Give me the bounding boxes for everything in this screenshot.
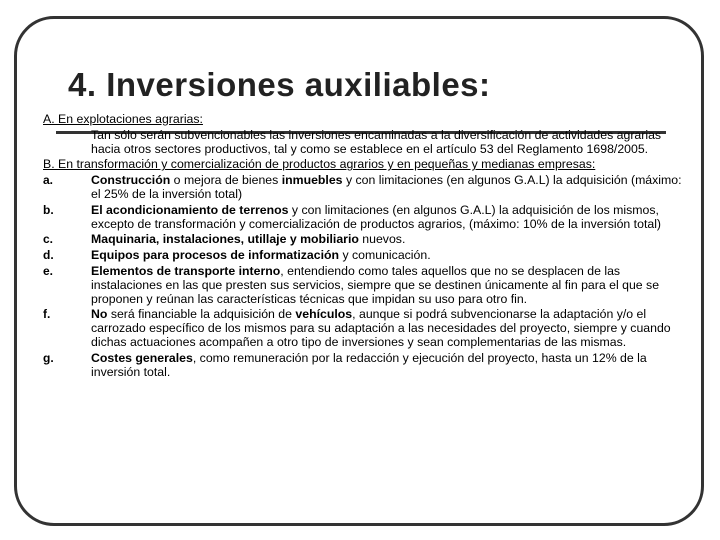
list-item	[43, 233, 683, 247]
section-b-heading: B. En transformación y comercialización de productos agrarios y en pequeñas y medianas empresas:	[43, 157, 596, 172]
slide-content	[43, 113, 683, 381]
item-text	[91, 233, 683, 247]
list-item	[43, 265, 683, 306]
item-letter: a.	[43, 173, 54, 188]
section-a-text: Tan sólo serán subvencionables las inversiones encaminadas a la diversificación de actividades agrarias hacia otros sectores productivos, tal y como se establece en el artículo 53 del Reglamento 1698/2005.	[91, 127, 662, 156]
item-text-bold: Equipos para procesos de informatización	[91, 248, 340, 263]
slide-title: 4. Inversiones auxiliables:	[68, 66, 491, 103]
section-a-heading: A. En explotaciones agrarias:	[43, 112, 203, 126]
item-text-segment: será financiable la adquisición de	[107, 307, 296, 322]
list-item	[43, 174, 683, 202]
item-text-segment: nuevos.	[358, 232, 406, 247]
item-text-bold: Elementos de transporte interno	[91, 263, 281, 278]
item-text-bold: El acondicionamiento de terrenos	[91, 202, 289, 217]
item-text	[91, 265, 683, 306]
item-text	[91, 249, 683, 263]
investment-list	[43, 174, 683, 379]
item-letter: f.	[43, 307, 51, 322]
item-text-segment: y con limitaciones (en algunos G.A.L) la adquisición de los mismos, excepto de transformación y comercialización de productos agrarios, (máximo: 10% de la inversión total)	[91, 202, 662, 231]
item-text	[91, 174, 683, 202]
item-text-bold: No	[91, 307, 108, 322]
item-letter: c.	[43, 232, 54, 247]
item-letter: b.	[43, 202, 54, 217]
item-text-bold: Maquinaria, instalaciones, utillaje y mobiliario	[91, 232, 359, 247]
item-text-segment: y con limitaciones (en algunos G.A.L) la adquisición (máximo: el 25% de la inversión total)	[91, 173, 682, 201]
item-text	[91, 308, 683, 349]
list-item	[43, 352, 683, 380]
list-item	[43, 308, 683, 349]
item-text-segment: , como remuneración por la redacción y ejecución del proyecto, hasta un 12% de la inversión total.	[91, 350, 647, 379]
item-text-bold: Construcción	[91, 173, 171, 188]
item-text	[91, 204, 683, 232]
item-text	[91, 352, 683, 380]
item-text-bold: vehículos	[295, 307, 353, 322]
item-text-segment: o mejora de bienes	[170, 173, 282, 188]
item-letter: g.	[43, 350, 54, 365]
item-letter: e.	[43, 263, 54, 278]
list-item	[43, 204, 683, 232]
item-text-bold: inmuebles	[281, 173, 343, 188]
item-text-segment: y comunicación.	[339, 248, 431, 263]
item-text-bold: Costes generales	[91, 350, 193, 365]
list-item	[43, 249, 683, 263]
item-text-segment: , entendiendo como tales aquellos que no se desplacen de las instalaciones en las que presten sus servicios, siempre que se destinen únicamente al fin para el que se proponen y reúnan las características técnicas que impidan su uso para otro fin.	[91, 263, 660, 306]
item-letter: d.	[43, 248, 54, 263]
item-text-segment: , aunque si podrá subvencionarse la adaptación y/o el carrozado específico de los mismos para su adaptación a las necesidades del proyecto, siempre y cuando dichas actuaciones acompañen a otro tipo de inversiones y sean complementarias de las mismas.	[91, 307, 671, 349]
